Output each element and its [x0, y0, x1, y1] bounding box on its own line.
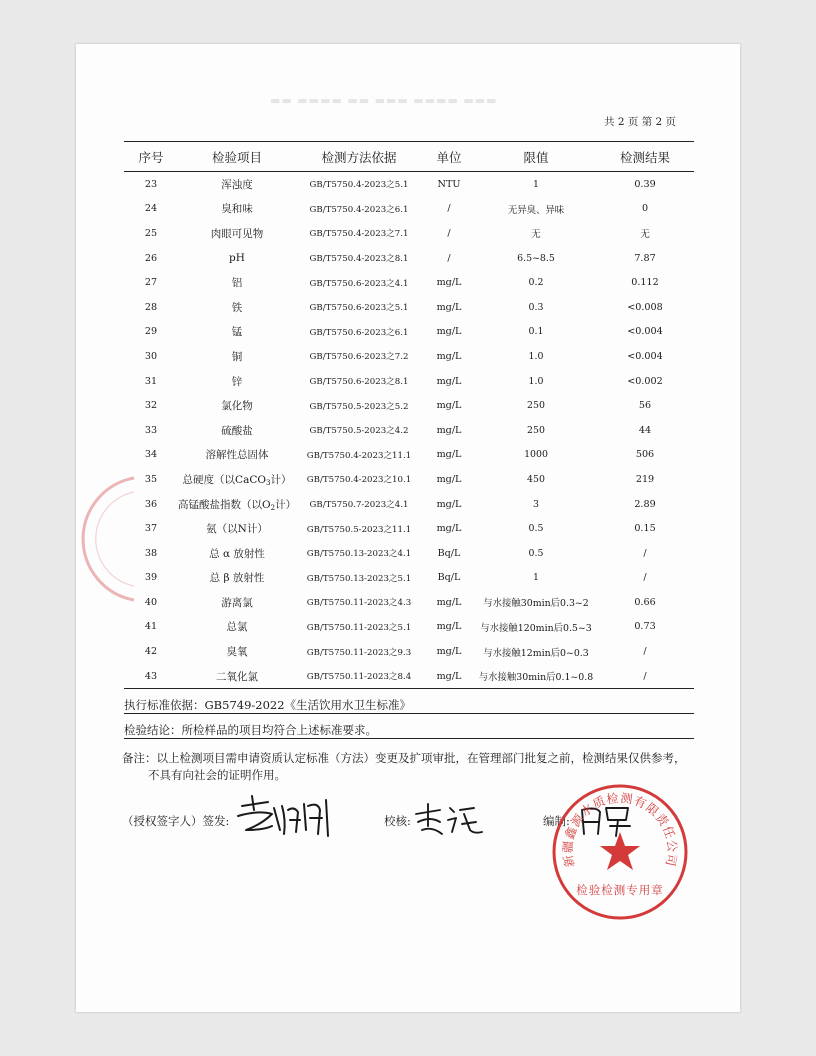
test-item: 溶解性总固体 [205, 449, 269, 462]
test-method: GB/T5750.4-2023之8.1 [309, 254, 409, 265]
limit-value: 0.2 [528, 277, 544, 289]
test-item: 氯化物 [221, 400, 253, 413]
seam-stamp-ring [83, 478, 134, 600]
test-item: 锰 [231, 326, 243, 339]
test-result: 0 [641, 203, 649, 215]
seam-stamp-inner-ring [96, 492, 134, 586]
test-method: GB/T5750.6-2023之6.1 [309, 327, 409, 338]
table-row [124, 221, 694, 246]
limit-value: 1 [533, 178, 539, 190]
limit-value: 1.0 [528, 375, 544, 387]
row-number: 36 [144, 498, 158, 510]
test-method: GB/T5750.6-2023之8.1 [309, 377, 409, 388]
row-number: 23 [144, 178, 158, 190]
unit: mg/L [422, 664, 476, 689]
limit-value: 450 [527, 473, 545, 485]
test-result: / [643, 547, 647, 559]
remarks-line-1: 备注：以上检测项目需申请资质认定标准（方法）变更及扩项审批，在管理部门批复之前，检测结果仅供参考， [122, 751, 686, 765]
table-row [124, 295, 694, 320]
test-item: 总 β 放射性 [209, 572, 265, 585]
col-header-no: 序号 [124, 142, 178, 172]
row-number: 31 [144, 375, 158, 387]
test-result: 0.39 [634, 178, 656, 190]
test-item: 二氧化氯 [178, 664, 296, 689]
remarks-line-2: 不具有向社会的证明作用。 [148, 768, 286, 782]
row-number: 28 [144, 301, 158, 313]
test-method: GB/T5750.6-2023之5.1 [309, 303, 409, 314]
unit: mg/L [436, 621, 462, 633]
limit-value: 与水接触30min后0.1~0.8 [476, 664, 596, 689]
table-row [124, 516, 694, 541]
bleed-through-header: ▬▬ ▬▬▬▬ ▬▬ ▬▬▬ ▬▬▬▬ ▬▬▬ [270, 94, 498, 107]
unit: Bq/L [437, 572, 461, 584]
table-row [124, 541, 694, 566]
test-result: 219 [635, 473, 655, 485]
limit-value: 与水接触120min后0.5~3 [480, 622, 592, 634]
row-number: 40 [144, 596, 158, 608]
standard-basis: 执行标准依据：GB5749-2022《生活饮用水卫生标准》 [124, 698, 412, 712]
table-header-row [124, 142, 694, 172]
row-number: 30 [144, 350, 158, 362]
test-item: 浑浊度 [221, 178, 253, 191]
test-item: 铁 [231, 301, 243, 314]
test-result: <0.002 [627, 375, 663, 387]
test-result: <0.004 [627, 350, 663, 362]
table-row [124, 492, 694, 517]
test-result: 0.66 [634, 596, 656, 608]
row-number: 34 [144, 449, 158, 461]
test-method: GB/T5750.11-2023之9.3 [306, 647, 412, 658]
col-header-result: 检测结果 [596, 142, 694, 172]
test-item: 锌 [231, 375, 243, 388]
limit-value: 无异臭、异味 [507, 204, 565, 216]
test-result: <0.008 [627, 301, 663, 313]
test-result: 2.89 [634, 498, 656, 510]
reviewer-signature [412, 800, 486, 840]
col-header-item: 检验项目 [178, 142, 296, 172]
compiler-label: 编制: [543, 814, 570, 828]
limit-value: 6.5~8.5 [517, 252, 555, 264]
test-item: 总 α 放射性 [209, 547, 265, 560]
test-item: 高锰酸盐指数（以$O_2$计） [178, 498, 297, 512]
row-number: 26 [144, 252, 158, 264]
row-number: 35 [144, 473, 158, 485]
test-result: <0.004 [627, 326, 663, 338]
authorized-signature [228, 790, 340, 844]
table-row [124, 344, 694, 369]
test-result: 44 [638, 424, 652, 436]
row-number: 24 [144, 203, 158, 215]
stamp-bottom-text: 检验检测专用章 [576, 883, 664, 897]
row-number: 25 [144, 227, 158, 239]
test-method: GB/T5750.4-2023之7.1 [309, 229, 409, 240]
test-method: GB/T5750.11-2023之4.3 [306, 598, 412, 609]
divider [124, 713, 694, 714]
table-row [124, 467, 694, 492]
table-row [124, 443, 694, 468]
stamp-outer-text: 新疆鑫源水质检测有限责任公司 [560, 790, 680, 869]
test-result: 0.15 [634, 523, 656, 535]
table-row [124, 246, 694, 271]
unit: / [447, 252, 451, 264]
test-method: GB/T5750.4-2023之5.1 [309, 180, 409, 191]
test-result: 0.112 [631, 277, 659, 289]
unit: mg/L [436, 301, 462, 313]
test-result: 506 [635, 449, 655, 461]
table-row [124, 369, 694, 394]
row-number: 33 [144, 424, 158, 436]
test-method: GB/T5750.11-2023之8.4 [296, 664, 422, 689]
row-number: 32 [144, 400, 158, 412]
test-method: GB/T5750.6-2023之7.2 [309, 352, 409, 363]
test-item: 铝 [231, 277, 243, 290]
unit: mg/L [436, 375, 462, 387]
test-item: 肉眼可见物 [210, 227, 264, 240]
col-header-method: 检测方法依据 [296, 142, 422, 172]
table-row [124, 197, 694, 222]
limit-value: 1 [533, 572, 539, 584]
row-number: 42 [144, 646, 158, 658]
test-item: 总硬度（以CaCO$_3$计） [182, 473, 292, 487]
test-item: 铜 [231, 350, 243, 363]
page-seam-stamp [76, 474, 136, 604]
row-number: 41 [144, 621, 158, 633]
test-item: 氨（以N计） [206, 523, 268, 536]
table-row [124, 320, 694, 345]
table-row [124, 639, 694, 664]
limit-value: 0.5 [528, 523, 544, 535]
unit: mg/L [436, 326, 462, 338]
test-item: pH [229, 252, 245, 265]
col-header-unit: 单位 [422, 142, 476, 172]
limit-value: 与水接触12min后0~0.3 [483, 647, 589, 659]
test-method: GB/T5750.4-2023之10.1 [306, 475, 412, 486]
table-row [124, 172, 694, 197]
test-method: GB/T5750.5-2023之4.2 [309, 426, 409, 437]
unit: mg/L [436, 473, 462, 485]
test-result: / [643, 646, 647, 658]
table-row [124, 664, 694, 689]
test-result: / [643, 572, 647, 584]
unit: mg/L [436, 350, 462, 362]
unit: mg/L [436, 646, 462, 658]
table-row [124, 566, 694, 591]
test-item: 总氯 [226, 621, 248, 634]
unit: mg/L [436, 424, 462, 436]
col-header-limit: 限值 [476, 142, 596, 172]
test-result: 7.87 [634, 252, 656, 264]
conclusion-text: 检验结论：所检样品的项目均符合上述标准要求。 [124, 723, 377, 737]
row-number: 37 [144, 523, 158, 535]
authorized-signer-label: （授权签字人）签发: [122, 814, 230, 828]
limit-value: 0.5 [528, 547, 544, 559]
row-number: 43 [124, 664, 178, 689]
page-indicator: 共 2 页 第 2 页 [604, 116, 677, 128]
unit: mg/L [436, 277, 462, 289]
unit: mg/L [436, 596, 462, 608]
limit-value: 1.0 [528, 350, 544, 362]
test-method: GB/T5750.7-2023之4.1 [309, 500, 409, 511]
test-method: GB/T5750.4-2023之6.1 [309, 204, 409, 215]
limit-value: 1000 [524, 449, 548, 461]
row-number: 39 [144, 572, 158, 584]
limit-value: 0.3 [528, 301, 544, 313]
limit-value: 与水接触30min后0.3~2 [483, 598, 589, 610]
stamp-star-icon [600, 832, 640, 870]
test-method: GB/T5750.5-2023之5.2 [309, 401, 409, 412]
test-result: / [596, 664, 694, 689]
unit: mg/L [436, 498, 462, 510]
unit: / [447, 203, 451, 215]
test-item: 臭和味 [221, 203, 253, 216]
limit-value: 250 [527, 424, 545, 436]
remarks [122, 750, 696, 784]
official-stamp [550, 782, 690, 922]
test-item: 硫酸盐 [221, 424, 253, 437]
row-number: 38 [144, 547, 158, 559]
table-row [124, 393, 694, 418]
results-table [124, 141, 694, 689]
divider [124, 738, 694, 739]
table-row [124, 615, 694, 640]
reviewer-label: 校核: [384, 814, 411, 828]
unit: NTU [437, 178, 461, 190]
table-row [124, 418, 694, 443]
unit: / [447, 227, 451, 239]
test-result: 无 [640, 229, 650, 241]
row-number: 27 [144, 277, 158, 289]
limit-value: 无 [531, 229, 541, 241]
limit-value: 3 [533, 498, 539, 510]
test-method: GB/T5750.11-2023之5.1 [306, 622, 412, 633]
limit-value: 250 [527, 400, 545, 412]
row-number: 29 [144, 326, 158, 338]
test-method: GB/T5750.4-2023之11.1 [306, 450, 412, 461]
limit-value: 0.1 [528, 326, 544, 338]
table-row [124, 270, 694, 295]
unit: mg/L [436, 523, 462, 535]
unit: Bq/L [437, 547, 461, 559]
test-result: 0.73 [634, 621, 656, 633]
unit: mg/L [436, 400, 462, 412]
test-method: GB/T5750.13-2023之4.1 [306, 549, 412, 560]
test-method: GB/T5750.13-2023之5.1 [306, 573, 412, 584]
test-item: 游离氯 [221, 596, 253, 609]
test-method: GB/T5750.6-2023之4.1 [309, 278, 409, 289]
unit: mg/L [436, 449, 462, 461]
table-row [124, 590, 694, 615]
test-item: 臭氧 [226, 646, 248, 659]
test-result: 56 [638, 400, 652, 412]
test-method: GB/T5750.5-2023之11.1 [306, 524, 412, 535]
